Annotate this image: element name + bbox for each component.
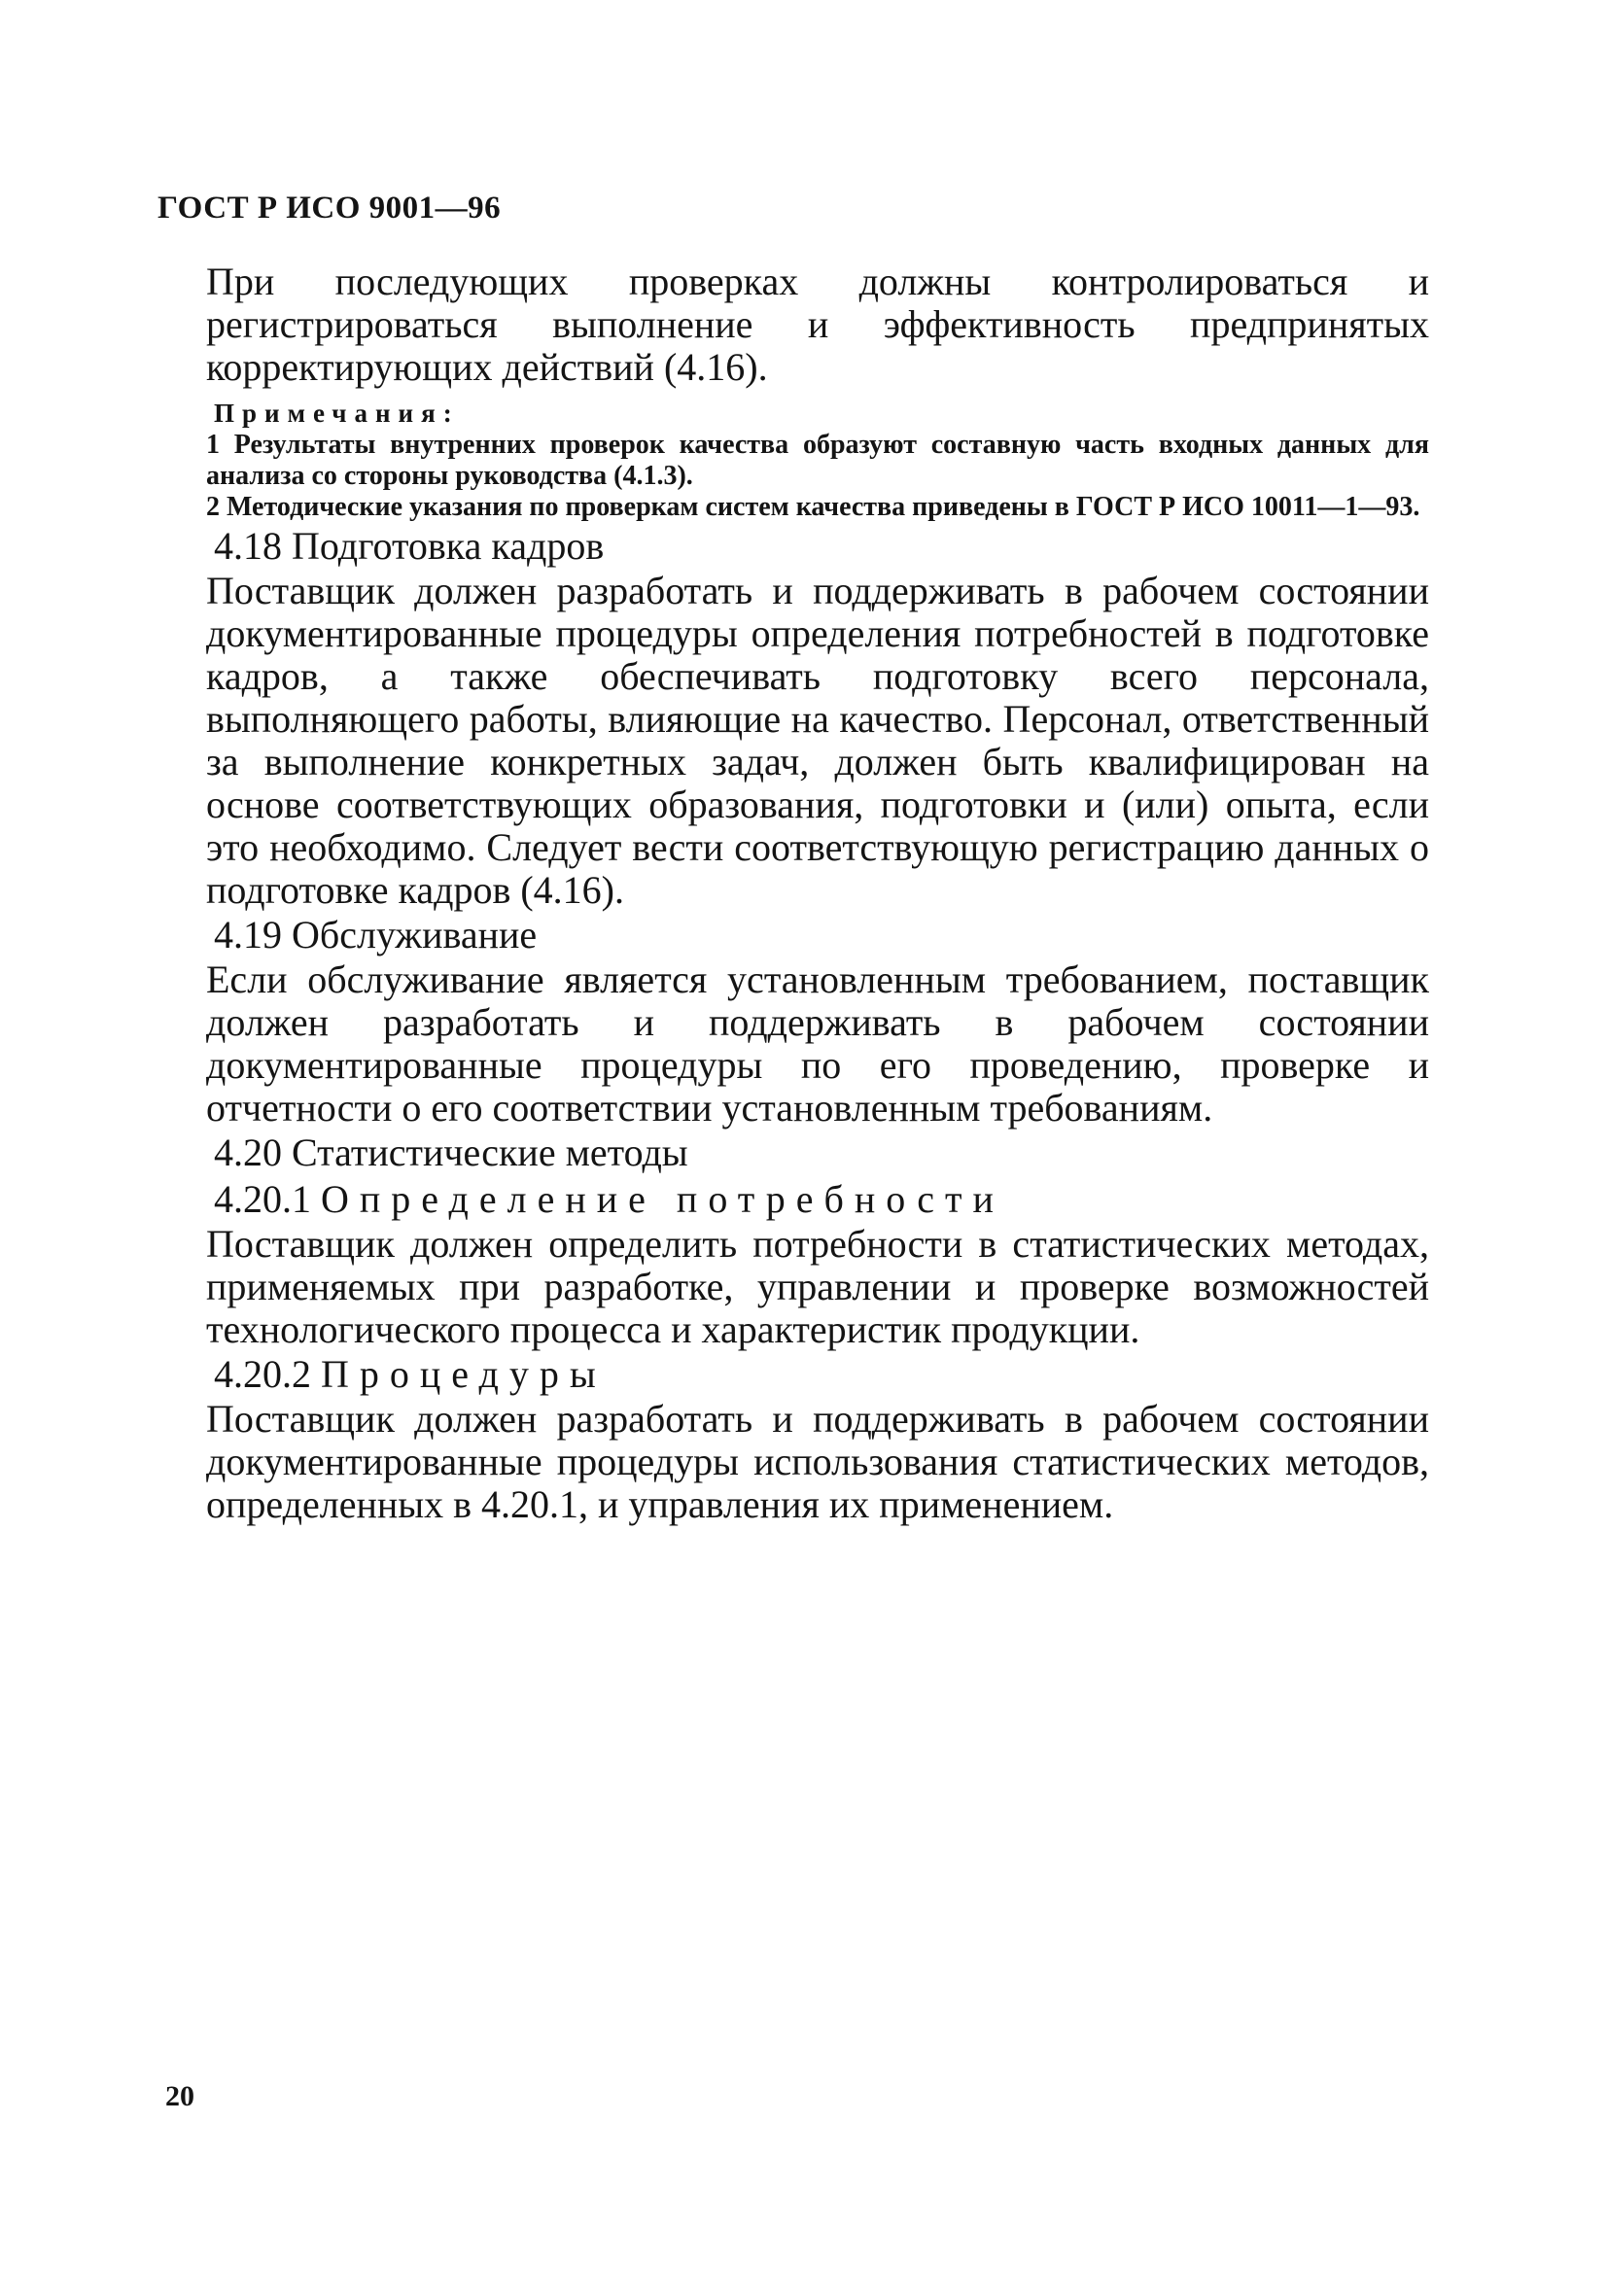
section-heading-4-18: 4.18 Подготовка кадров <box>214 524 605 568</box>
section-title-4-20-1: Определение потребности <box>321 1177 1004 1221</box>
section-heading-4-20-1 <box>214 1176 1429 1223</box>
section-4-20-2-paragraph: Поставщик должен разработать и поддерживать в рабочем состоянии документированные процедуры использования статистических методов, определенных в 4.20.1, и управления их применением. <box>206 1397 1429 1526</box>
section-heading-4-19: 4.19 Обслуживание <box>214 913 538 957</box>
notes-label: Примечания: <box>214 399 460 428</box>
section-heading-4-20-2 <box>214 1351 1429 1398</box>
intro-paragraph: При последующих проверках должны контролироваться и регистрироваться выполнение и эффективность предпринятых корректирующих действий (4.16). <box>206 260 1429 389</box>
document-content <box>206 261 1429 1526</box>
section-4-18-paragraph: Поставщик должен разработать и поддерживать в рабочем состоянии документированные процедуры определения потребностей в подготовке кадров, а также обеспечивать подготовку всего персонала, выполняющего работы, влияющие на качество. Персонал, ответственный за выполнение конкретных задач, должен быть квалифицирован на основе соответствующих образования, подготовки и (или) опыта, если это необходимо. Следует вести соответствующую регистрацию данных о подготовке кадров (4.16). <box>206 569 1429 912</box>
page-number: 20 <box>165 2080 194 2112</box>
document-header: ГОСТ Р ИСО 9001—96 <box>157 191 502 226</box>
section-number-4-20-1: 4.20.1 <box>214 1177 311 1221</box>
note-1: 1 Результаты внутренних проверок качества образуют составную часть входных данных для анализа со стороны руководства (4.1.3). <box>206 430 1429 491</box>
section-heading-4-20: 4.20 Статистические методы <box>214 1131 688 1174</box>
section-number-4-20-2: 4.20.2 <box>214 1352 311 1396</box>
section-4-19-paragraph: Если обслуживание является установленным требованием, поставщик должен разработать и поддерживать в рабочем состоянии документированные процедуры по его проведению, проверке и отчетности о его соответствии установленным требованиям. <box>206 957 1429 1130</box>
section-title-4-20-2: Процедуры <box>321 1352 607 1396</box>
section-4-20-1-paragraph: Поставщик должен определить потребности в статистических методах, применяемых при разработке, управлении и проверке возможностей технологического процесса и характеристик продукции. <box>206 1222 1429 1351</box>
note-2: 2 Методические указания по проверкам систем качества приведены в ГОСТ Р ИСО 10011—1—93. <box>206 492 1420 522</box>
